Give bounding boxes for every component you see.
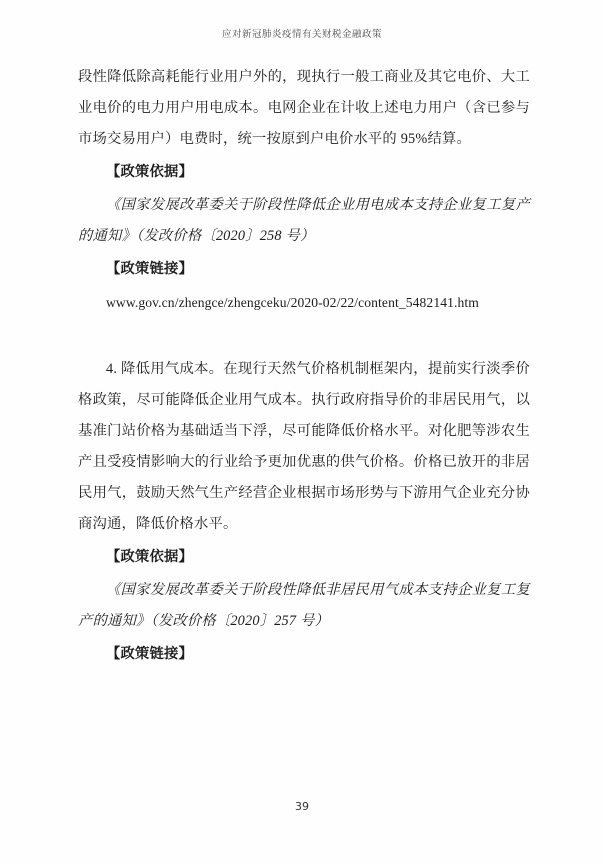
page-header: 应对新冠肺炎疫情有关财税金融政策	[221, 29, 382, 40]
policy-link-heading-2: 【政策链接】	[106, 646, 193, 662]
policy-basis-heading-2: 【政策依据】	[106, 549, 193, 565]
page-content	[78, 62, 530, 672]
policy-basis-citation: 《国家发展改革委关于阶段性降低企业用电成本支持企业复工复产的通知》（发改价格〔2020〕258 号）	[78, 197, 530, 244]
section-spacer	[78, 320, 530, 354]
policy-basis-citation-2: 《国家发展改革委关于阶段性降低非居民用气成本支持企业复工复产的通知》（发改价格〔2020〕257 号）	[78, 582, 530, 629]
paragraph-continuation: 段性降低除高耗能行业用户外的，现执行一般工商业及其它电价、大工业电价的电力用户用电成本。电网企业在计收上述电力用户（含已参与市场交易用户）电费时，统一按原到户电价水平的 95%结算。	[78, 69, 530, 147]
policy-link-heading: 【政策链接】	[106, 261, 193, 277]
policy-link-url[interactable]: www.gov.cn/zhengce/zhengceku/2020-02/22/content_5482141.htm	[106, 295, 479, 310]
page-number: 39	[295, 800, 309, 813]
paragraph-item-4: 4. 降低用气成本。在现行天然气价格机制框架内，提前实行淡季价格政策，尽可能降低企业用气成本。执行政府指导价的非居民用气，以基准门站价格为基础适当下浮，尽可能降低价格水平。对化肥等涉农生产且受疫情影响大的行业给予更加优惠的供气价格。价格已放开的非居民用气，鼓励天然气生产经营企业根据市场形势与下游用气企业充分协商沟通，降低价格水平。	[78, 361, 530, 532]
policy-basis-heading: 【政策依据】	[106, 164, 193, 180]
